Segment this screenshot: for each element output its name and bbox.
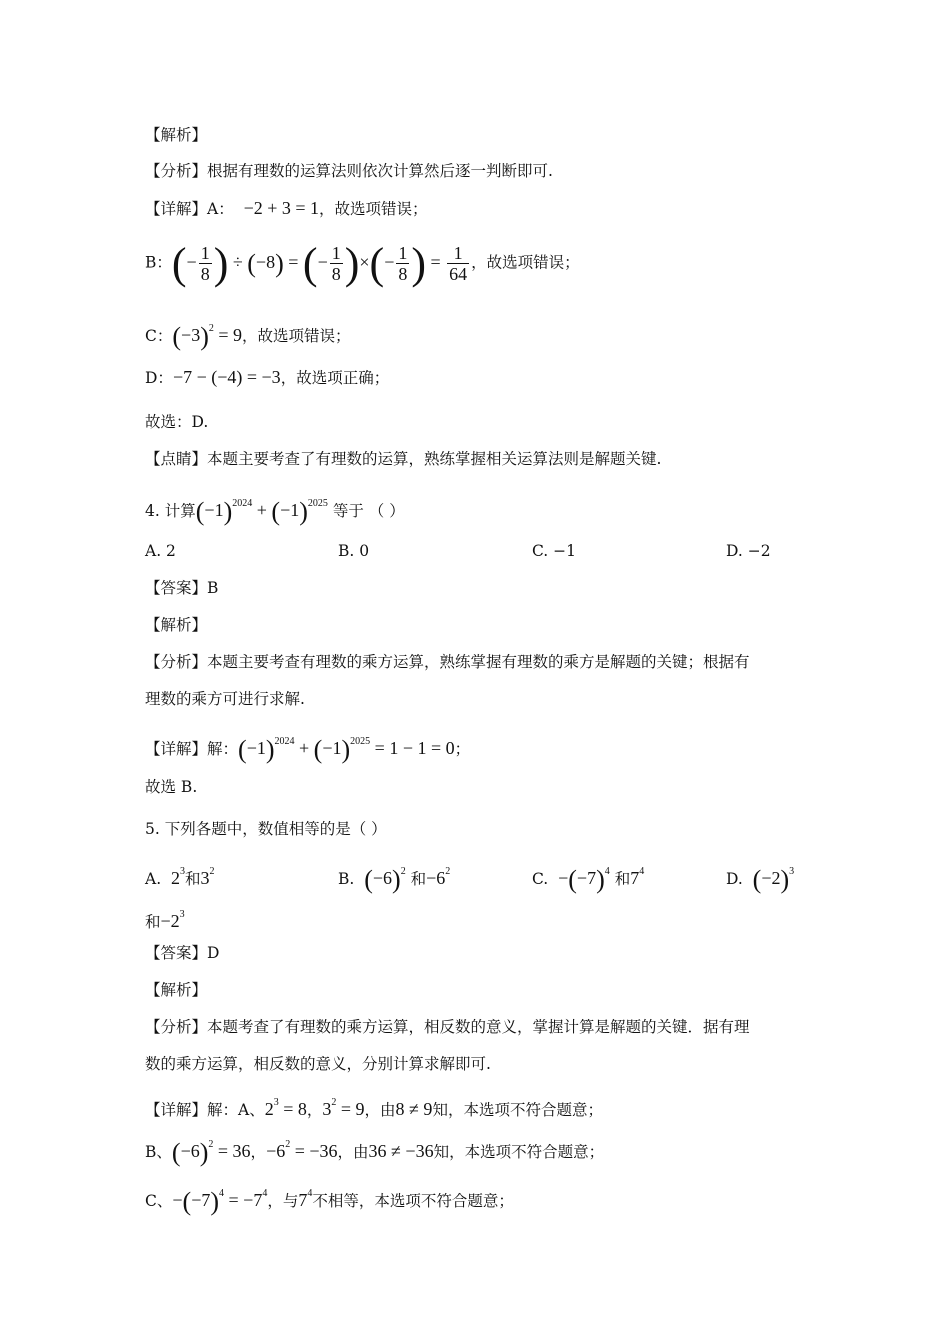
q5-option-d-cont: 和$-2^3$ (145, 909, 185, 931)
answer-4: 【答案】B (145, 579, 219, 597)
question-4: 4. 计算$(-1)^{2024} + (-1)^{2025}$ 等于 （ ） (145, 496, 405, 526)
detail-5-c: C、$-(-7)^4 = -7^4$，与$7^4$不相等，本选项不符合题意； (145, 1186, 514, 1216)
detail-a: 【详解】A： −2 + 3 = 1，故选项错误； (145, 198, 428, 218)
question-5: 5. 下列各题中，数值相等的是（ ） (145, 820, 387, 838)
analysis-text: 【分析】根据有理数的运算法则依次计算然后逐一判断即可. (145, 162, 553, 180)
analysis-text-5-line2: 数的乘方运算，相反数的意义，分别计算求解即可. (145, 1055, 491, 1073)
q5-option-a: A. $2^3$和$3^2$ (145, 866, 215, 888)
q4-option-d: D. −2 (726, 542, 771, 560)
detail-4: 【详解】解：$(-1)^{2024} + (-1)^{2025} = 1 - 1 = 0$； (145, 734, 471, 764)
detail-b: B：(− $\frac{1}{8}$ ) ÷ (−8) = (− $\frac{1}{8}$ )×(− $\frac{1}{8}$ ) = $\frac{1}{64}$ ，故选项错误； (145, 238, 580, 288)
analysis-heading-5: 【解析】 (145, 981, 208, 999)
choice-line-4: 故选 B. (145, 778, 198, 796)
analysis-heading: 【解析】 (145, 126, 208, 144)
q5-option-c: C. $-(-7)^4$ 和$7^4$ (532, 864, 645, 894)
answer-5: 【答案】D (145, 944, 220, 962)
analysis-text-5-line1: 【分析】本题考查了有理数的乘方运算，相反数的意义，掌握计算是解题的关键．据有理 (145, 1018, 750, 1036)
analysis-text-4-line2: 理数的乘方可进行求解. (145, 690, 305, 708)
analysis-heading-4: 【解析】 (145, 616, 208, 634)
detail-5-a: 【详解】解：A、$2^3 = 8$，$3^2 = 9$，由8 ≠ 9知，本选项不符合题意； (145, 1097, 603, 1119)
comment-text: 【点睛】本题主要考查了有理数的运算，熟练掌握相关运算法则是解题关键. (145, 450, 662, 468)
q5-option-b: B. $(-6)^2$ 和$-6^2$ (338, 864, 451, 894)
detail-d: D：−7 − (−4) = −3，故选项正确； (145, 367, 390, 387)
q4-option-c: C. −1 (532, 542, 577, 560)
q5-option-d: D. $(-2)^3$ (726, 864, 795, 894)
detail-c: C：$(-3)^2 = 9$，故选项错误； (145, 321, 351, 351)
analysis-text-4-line1: 【分析】本题主要考查有理数的乘方运算，熟练掌握有理数的乘方是解题的关键；根据有 (145, 653, 750, 671)
detail-5-b: B、$(-6)^2 = 36$，$-6^2 = -36$，由36 ≠ −36知，本选项不符合题意； (145, 1137, 605, 1167)
q4-option-b: B. 0 (338, 542, 370, 560)
choice-line: 故选：D. (145, 413, 209, 431)
q4-option-a: A. 2 (145, 542, 176, 560)
